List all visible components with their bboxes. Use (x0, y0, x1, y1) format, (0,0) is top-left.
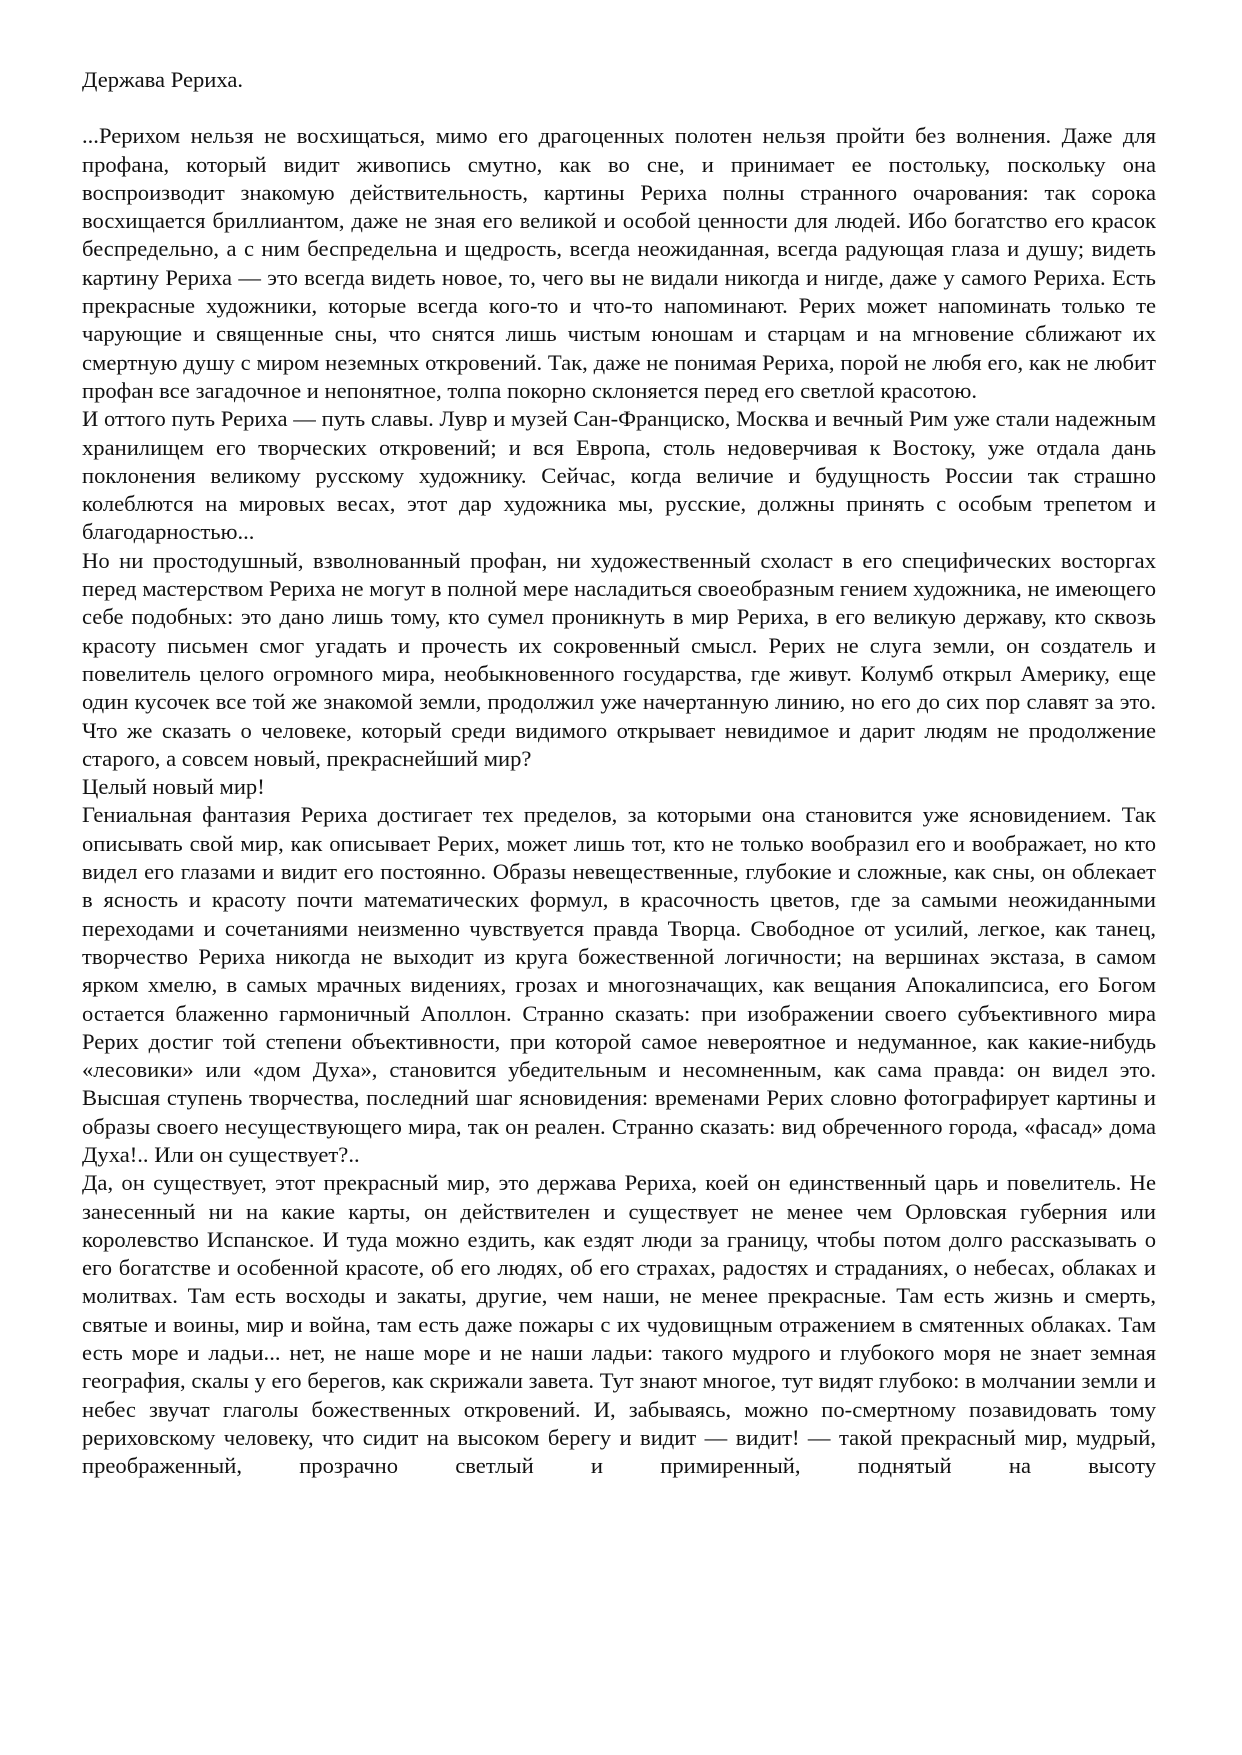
paragraph-3: Но ни простодушный, взволнованный профан, ни художественный схоласт в его специфических восторгах перед мастерством Рериха не могут в полной мере насладиться своеобразным гением художника, не имеющего себе подобных: это дано лишь тому, кто сумел проникнуть в мир Рериха, в его великую державу, кто сквозь красоту письмен смог угадать и прочесть их сокровенный смысл. Рерих не слуга земли, он создатель и повелитель целого огромного мира, необыкновенного государства, где живут. Колумб открыл Америку, еще один кусочек все той же знакомой земли, продолжил уже начертанную линию, но его до сих пор славят за это. Что же сказать о человеке, который среди видимого открывает невидимое и дарит людям не продолжение старого, а совсем новый, прекраснейший мир? (82, 547, 1156, 771)
paragraph-2: И оттого путь Рериха — путь славы. Лувр и музей Сан-Франциско, Москва и вечный Рим уже стали надежным хранилищем его творческих откровений; и вся Европа, столь недоверчивая к Востоку, уже отдала дань поклонения великому русскому художнику. Сейчас, когда величие и будущность России так страшно колеблются на мировых весах, этот дар художника мы, русские, должны принять с особым трепетом и благодарностью... (82, 406, 1156, 545)
document-title: Держава Рериха. (82, 67, 244, 92)
document-page (82, 66, 1156, 1481)
paragraph-5: Гениальная фантазия Рериха достигает тех пределов, за которыми она становится уже ясновидением. Так описывать свой мир, как описывает Рерих, может лишь тот, кто не только вообразил его и воображает, но кто видел его глазами и видит его постоянно. Образы невещественные, глубокие и сложные, как сны, он облекает в ясность и красоту почти математических формул, в красочность цветов, где за самыми неожиданными переходами и сочетаниями неизменно чувствуется правда Творца. Свободное от усилий, легкое, как танец, творчество Рериха никогда не выходит из круга божественной логичности; на вершинах экстаза, в самом ярком хмелю, в самых мрачных видениях, грозах и многозначащих, как вещания Апокалипсиса, его Богом остается блаженно гармоничный Аполлон. Странно сказать: при изображении своего субъективного мира Рерих достиг той степени объективности, при которой самое невероятное и недуманное, как какие-нибудь «лесовики» или «дом Духа», становится убедительным и несомненным, как сама правда: он видел это. Высшая ступень творчества, последний шаг ясновидения: временами Рерих словно фотографирует картины и образы своего несуществующего мира, так он реален. Странно сказать: вид обреченного города, «фасад» дома Духа!.. Или он существует?.. (82, 802, 1156, 1167)
paragraph-6: Да, он существует, этот прекрасный мир, это держава Рериха, коей он единственный царь и повелитель. Не занесенный ни на какие карты, он действителен и существует не менее чем Орловская губерния или королевство Испанское. И туда можно ездить, как ездят люди за границу, чтобы потом долго рассказывать о его богатстве и особенной красоте, об его людях, об его страхах, радостях и страданиях, о небесах, облаках и молитвах. Там есть восходы и закаты, другие, чем наши, не менее прекрасные. Там есть жизнь и смерть, святые и воины, мир и война, там есть даже пожары с их чудовищным отражением в смятенных облаках. Там есть море и ладьи... нет, не наше море и не наши ладьи: такого мудрого и глубокого моря не знает земная география, скалы у его берегов, как скрижали завета. Тут знают многое, тут видят глубоко: в молчании земли и небес звучат глаголы божественных откровений. И, забываясь, можно по-смертному позавидовать тому рериховскому человеку, что сидит на высоком берегу и видит — видит! — такой прекрасный мир, мудрый, преображенный, прозрачно светлый и примиренный, поднятый на высоту (82, 1170, 1156, 1479)
paragraph-1: ...Рерихом нельзя не восхищаться, мимо его драгоценных полотен нельзя пройти без волнения. Даже для профана, который видит живопись смутно, как во сне, и принимает ее постольку, поскольку она воспроизводит знакомую действительность, картины Рериха полны странного очарования: так сорока восхищается бриллиантом, даже не зная его великой и особой ценности для людей. Ибо богатство его красок беспредельно, а с ним беспредельна и щедрость, всегда неожиданная, всегда радующая глаза и душу; видеть картину Рериха — это всегда видеть новое, то, чего вы не видали никогда и нигде, даже у самого Рериха. Есть прекрасные художники, которые всегда кого-то и что-то напоминают. Рерих может напоминать только те чарующие и священные сны, что снятся лишь чистым юношам и старцам и на мгновение сближают их смертную душу с миром неземных откровений. Так, даже не понимая Рериха, порой не любя его, как не любит профан все загадочное и непонятное, толпа покорно склоняется перед его светлой красотою. (82, 123, 1156, 403)
paragraph-4: Целый новый мир! (82, 774, 265, 800)
